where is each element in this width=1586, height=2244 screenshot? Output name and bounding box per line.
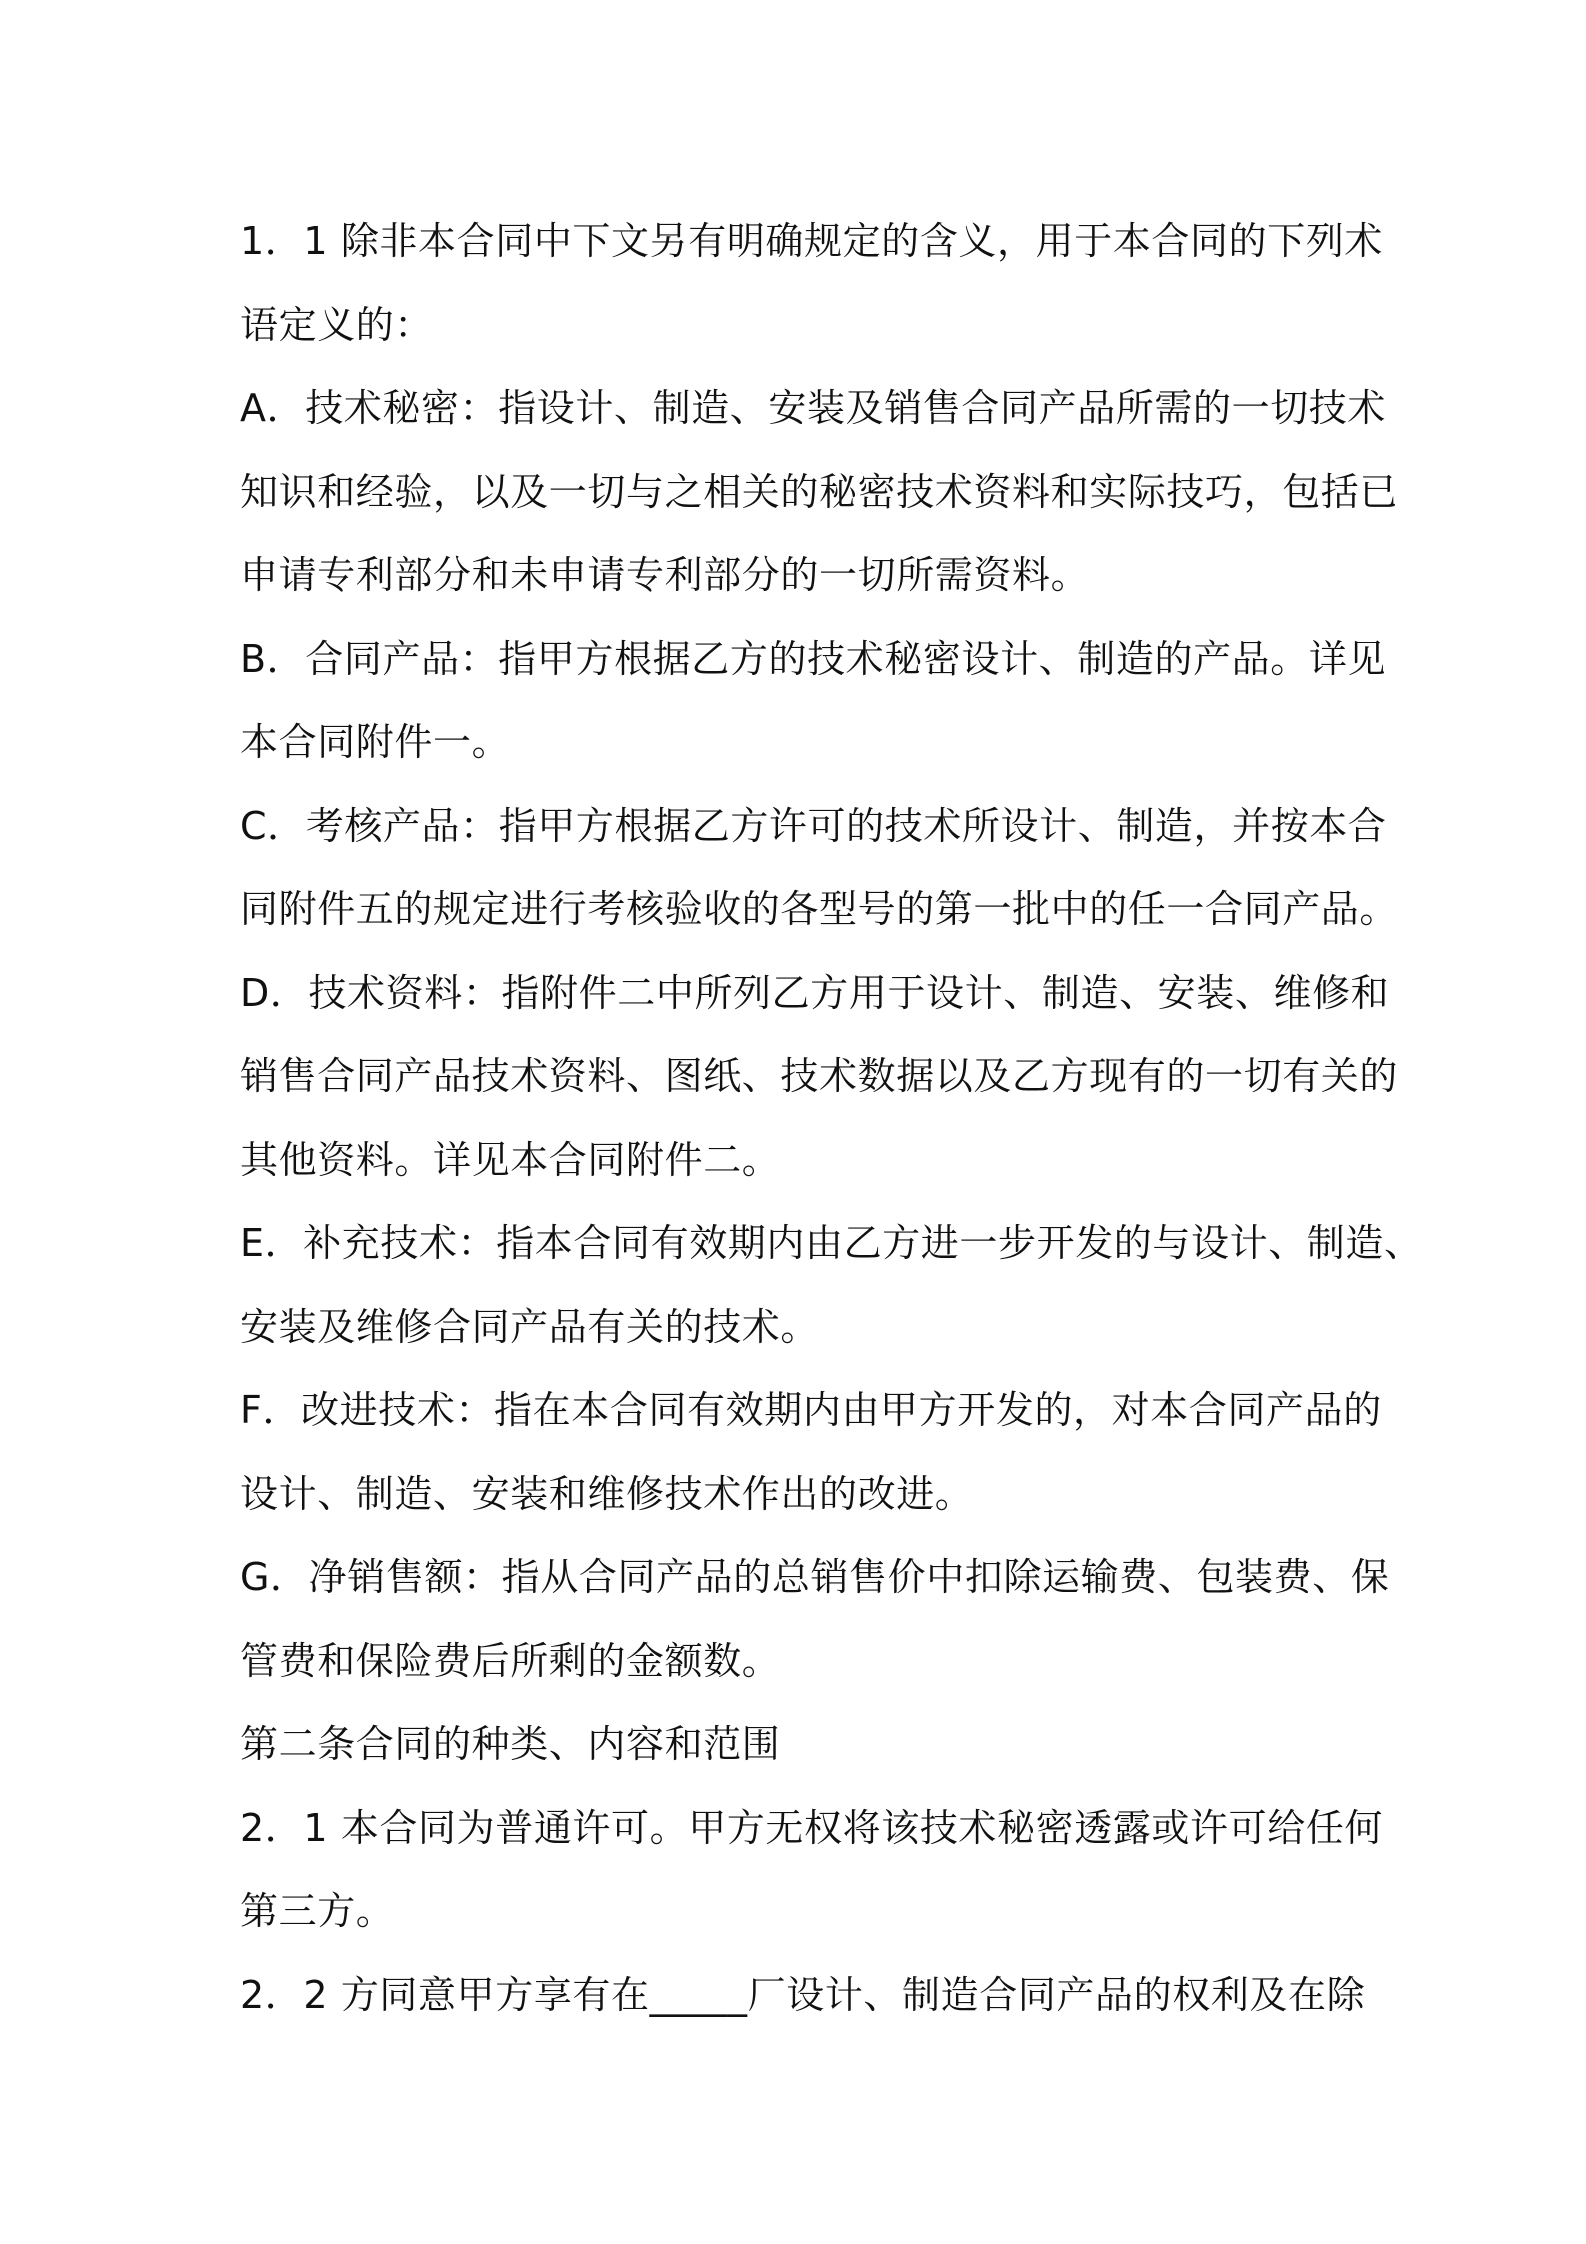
definition-a-line-3: 申请专利部分和未申请专利部分的一切所需资料。 [240, 553, 1090, 597]
definition-f-line-1: F．改进技术：指在本合同有效期内由甲方开发的，对本合同产品的 [240, 1388, 1382, 1432]
article-2-heading: 第二条合同的种类、内容和范围 [240, 1722, 781, 1766]
definition-g-line-1: G．净销售额：指从合同产品的总销售价中扣除运输费、包装费、保 [240, 1555, 1390, 1599]
definition-d-line-1: D．技术资料：指附件二中所列乙方用于设计、制造、安装、维修和 [240, 970, 1390, 1015]
definition-g-line-2: 管费和保险费后所剩的金额数。 [240, 1638, 781, 1683]
definition-a-line-1: A．技术秘密：指设计、制造、安装及销售合同产品所需的一切技术 [240, 386, 1386, 430]
definition-e-line-1: E．补充技术：指本合同有效期内由乙方进一步开发的与设计、制造、 [240, 1221, 1423, 1265]
clause-2-2-line-1: 2．2 方同意甲方享有在_____厂设计、制造合同产品的权利及在除 [240, 1972, 1366, 2017]
definition-b-line-1: B．合同产品：指甲方根据乙方的技术秘密设计、制造的产品。详见 [240, 636, 1387, 681]
definition-b-line-2: 本合同附件一。 [240, 720, 511, 764]
definition-a-line-2: 知识和经验，以及一切与之相关的秘密技术资料和实际技巧，包括已 [240, 469, 1399, 514]
definition-c-line-1: C．考核产品：指甲方根据乙方许可的技术所设计、制造，并按本合 [240, 803, 1387, 848]
definition-c-line-2: 同附件五的规定进行考核验收的各型号的第一批中的任一合同产品。 [240, 887, 1399, 931]
clause-2-1-line-1: 2．1 本合同为普通许可。甲方无权将该技术秘密透露或许可给任何 [240, 1805, 1384, 1850]
document-body [240, 200, 1423, 2037]
clause-1-1-line-2: 语定义的： [240, 302, 434, 347]
clause-2-1-line-2: 第三方。 [240, 1889, 395, 1933]
definition-f-line-2: 设计、制造、安装和维修技术作出的改进。 [240, 1471, 974, 1516]
clause-1-1-line-1: 1．1 除非本合同中下文另有明确规定的含义，用于本合同的下列术 [240, 219, 1384, 263]
definition-d-line-3: 其他资料。详见本合同附件二。 [240, 1137, 781, 1182]
definition-d-line-2: 销售合同产品技术资料、图纸、技术数据以及乙方现有的一切有关的 [240, 1054, 1399, 1098]
definition-e-line-2: 安装及维修合同产品有关的技术。 [240, 1304, 820, 1349]
